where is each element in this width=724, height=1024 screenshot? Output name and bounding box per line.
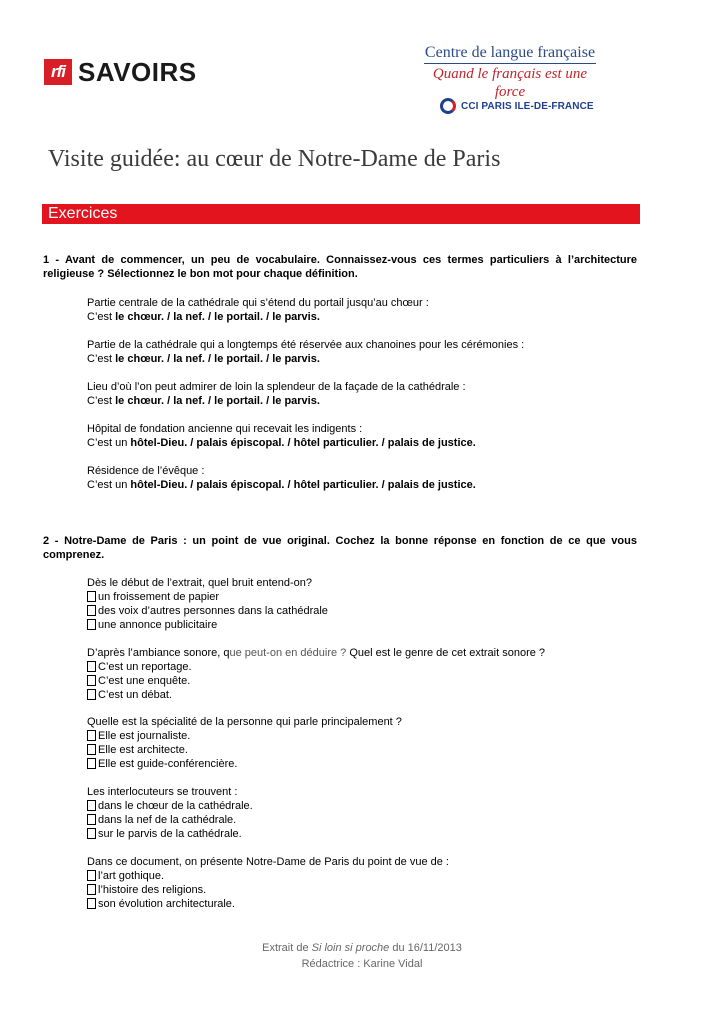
q2-option-label: l’art gothique. — [98, 870, 165, 882]
q2-heading: 2 - Notre-Dame de Paris : un point de vue original. Cochez la bonne réponse en fonction de ce que vous comprenez. — [43, 535, 637, 561]
checkbox-icon[interactable] — [87, 800, 96, 811]
q2-question: Les interlocuteurs se trouvent : — [87, 786, 238, 798]
q2-group-4 — [87, 785, 253, 841]
q1-item-2 — [87, 338, 524, 366]
q2-option-label: l’histoire des religions. — [98, 884, 207, 896]
q2-option[interactable] — [87, 604, 328, 618]
cci-mark-icon — [440, 98, 456, 114]
checkbox-icon[interactable] — [87, 814, 96, 825]
q1-prefix: C’est — [87, 395, 116, 407]
checkbox-icon[interactable] — [87, 744, 96, 755]
q2-option-label: son évolution architecturale. — [98, 898, 235, 910]
checkbox-icon[interactable] — [87, 591, 96, 602]
checkbox-icon[interactable] — [87, 619, 96, 630]
q1-definition: Hôpital de fondation ancienne qui recevait les indigents : — [87, 423, 363, 435]
q2-option-label: C’est un débat. — [98, 689, 172, 701]
cci-text: CCI PARIS ILE-DE-FRANCE — [461, 100, 594, 112]
q2-option[interactable] — [87, 590, 328, 604]
rfi-logo-box: rfi — [44, 59, 72, 85]
q2-question: Dès le début de l’extrait, quel bruit entend-on? — [87, 577, 313, 589]
q1-item-5 — [87, 464, 476, 492]
q2-option[interactable] — [87, 799, 253, 813]
q2-group-1 — [87, 576, 328, 632]
clf-tagline: Quand le français est une force — [432, 66, 588, 100]
q2-option[interactable] — [87, 897, 449, 911]
q1-item-3 — [87, 380, 466, 408]
q2-option[interactable] — [87, 813, 253, 827]
footer-part: du 16/11/2013 — [389, 942, 462, 954]
checkbox-icon[interactable] — [87, 661, 96, 672]
page-title: Visite guidée: au cœur de Notre-Dame de Paris — [48, 146, 501, 172]
checkbox-icon[interactable] — [87, 675, 96, 686]
q2-option[interactable] — [87, 743, 402, 757]
q1-choices[interactable]: le chœur. / la nef. / le portail. / le parvis. — [115, 353, 320, 365]
q1-prefix: C’est — [87, 353, 116, 365]
checkbox-icon[interactable] — [87, 605, 96, 616]
q2-option-label: Elle est architecte. — [98, 744, 188, 756]
q1-heading: 1 - Avant de commencer, un peu de vocabulaire. Connaissez-vous ces termes particuliers à l’architecture religieuse ? Sélectionnez le bon mot pour chaque définition. — [43, 254, 637, 280]
checkbox-icon[interactable] — [87, 758, 96, 769]
q2-option[interactable] — [87, 729, 402, 743]
q2-option[interactable] — [87, 688, 545, 702]
checkbox-icon[interactable] — [87, 828, 96, 839]
checkbox-icon[interactable] — [87, 689, 96, 700]
q2-group-3 — [87, 715, 402, 771]
q2-option[interactable] — [87, 660, 545, 674]
checkbox-icon[interactable] — [87, 884, 96, 895]
clf-divider — [424, 63, 596, 64]
clf-title: Centre de langue française — [424, 44, 596, 61]
q2-group-5 — [87, 855, 449, 911]
q2-question-part: Quel est le genre de cet extrait sonore ? — [346, 647, 546, 659]
footer — [0, 940, 724, 972]
q1-definition: Partie de la cathédrale qui a longtemps été réservée aux chanoines pour les cérémonies : — [87, 339, 525, 351]
q2-group-2 — [87, 646, 545, 702]
q2-option[interactable] — [87, 674, 545, 688]
q1-item-4 — [87, 422, 476, 450]
q2-question-part: D’après l’ambiance sonore, q — [87, 647, 230, 659]
q2-option-label: Elle est journaliste. — [98, 730, 191, 742]
q2-option[interactable] — [87, 618, 328, 632]
q2-option-label: une annonce publicitaire — [98, 619, 218, 631]
q2-option[interactable] — [87, 869, 449, 883]
q1-prefix: C’est — [87, 311, 116, 323]
footer-part: Extrait de — [262, 942, 312, 954]
footer-author: Rédactrice : Karine Vidal — [301, 958, 423, 970]
q2-question: Dans ce document, on présente Notre-Dame de Paris du point de vue de : — [87, 856, 449, 868]
rfi-savoirs-logo — [44, 58, 197, 86]
q1-prefix: C’est un — [87, 437, 131, 449]
checkbox-icon[interactable] — [87, 898, 96, 909]
footer-program: Si loin si proche — [311, 942, 390, 954]
q1-definition: Partie centrale de la cathédrale qui s’étend du portail jusqu’au chœur : — [87, 297, 429, 309]
q2-option-label: sur le parvis de la cathédrale. — [98, 828, 242, 840]
q2-option-label: un froissement de papier — [98, 591, 220, 603]
q2-option-label: C’est une enquête. — [98, 675, 191, 687]
q2-option-label: dans la nef de la cathédrale. — [98, 814, 237, 826]
q2-option-label: Elle est guide-conférencière. — [98, 758, 238, 770]
checkbox-icon[interactable] — [87, 730, 96, 741]
q1-item-1 — [87, 296, 429, 324]
q1-prefix: C’est un — [87, 479, 131, 491]
q1-choices[interactable]: le chœur. / la nef. / le portail. / le parvis. — [115, 311, 320, 323]
footer-source — [0, 940, 724, 956]
q2-option[interactable] — [87, 827, 253, 841]
q2-option-label: C’est un reportage. — [98, 661, 192, 673]
q2-option-label: dans le chœur de la cathédrale. — [98, 800, 253, 812]
q1-choices[interactable]: hôtel-Dieu. / palais épiscopal. / hôtel particulier. / palais de justice. — [130, 437, 476, 449]
centre-langue-logo — [420, 44, 600, 101]
q2-question — [87, 646, 545, 660]
q2-option[interactable] — [87, 883, 449, 897]
exercises-band — [42, 204, 640, 224]
q1-definition: Résidence de l’évêque : — [87, 465, 205, 477]
q1-choices[interactable]: hôtel-Dieu. / palais épiscopal. / hôtel particulier. / palais de justice. — [130, 479, 476, 491]
q2-option-label: des voix d’autres personnes dans la cathédrale — [98, 605, 328, 617]
q2-question-part: ue peut-on en déduire ? — [229, 647, 347, 659]
exercises-label: Exercices — [48, 205, 118, 222]
checkbox-icon[interactable] — [87, 870, 96, 881]
cci-logo — [440, 98, 594, 114]
q1-choices[interactable]: le chœur. / la nef. / le portail. / le parvis. — [115, 395, 320, 407]
q2-option[interactable] — [87, 757, 402, 771]
savoirs-wordmark: SAVOIRS — [78, 56, 197, 87]
q2-question: Quelle est la spécialité de la personne qui parle principalement ? — [87, 716, 402, 728]
q1-definition: Lieu d’où l’on peut admirer de loin la splendeur de la façade de la cathédrale : — [87, 381, 466, 393]
